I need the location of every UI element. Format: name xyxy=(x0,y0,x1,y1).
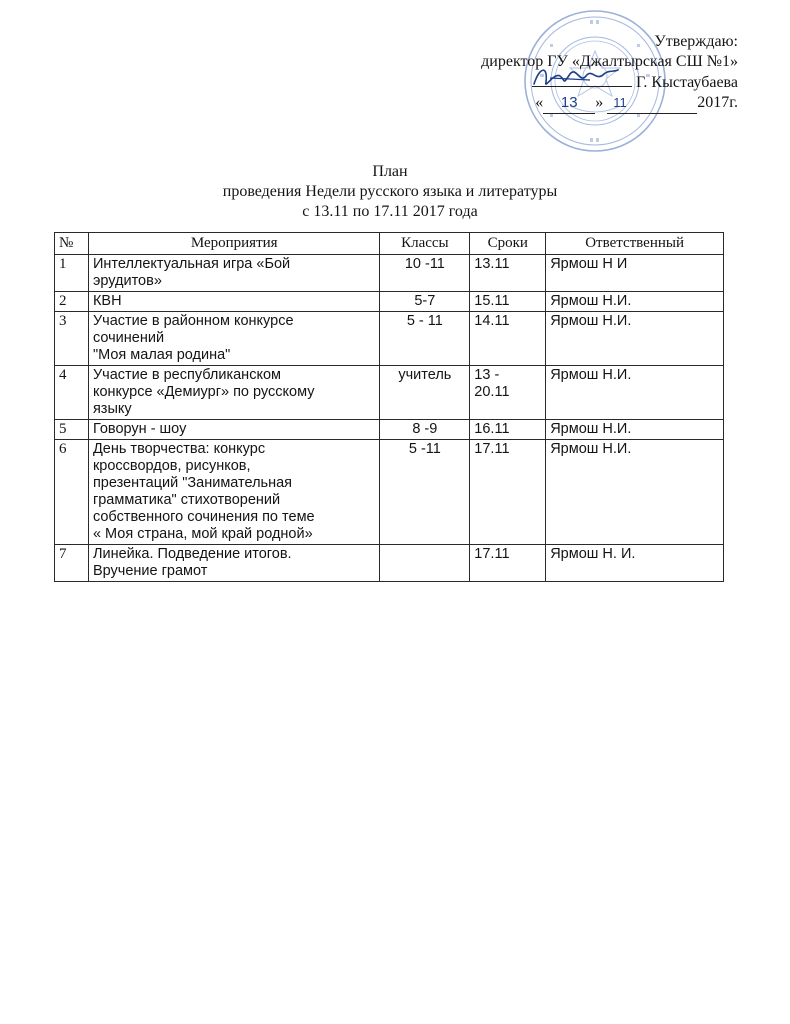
approval-block xyxy=(398,32,738,114)
plan-title-subtitle: проведения Недели русского языка и литературы xyxy=(222,183,558,200)
table-row xyxy=(55,420,724,440)
row-dates: 16.11 xyxy=(470,420,546,440)
table-row xyxy=(55,440,724,545)
row-num: 4 xyxy=(55,366,89,420)
row-responsible: Ярмош Н.И. xyxy=(546,292,724,312)
row-dates: 17.11 xyxy=(470,545,546,582)
table-row xyxy=(55,292,724,312)
approval-director: директор ГУ «Джалтырская СШ №1» xyxy=(481,53,738,70)
approval-date: « 13 » 11 2017г. xyxy=(398,93,738,114)
row-event: Участие в районном конкурсе сочинений "Моя малая родина" xyxy=(88,312,379,366)
row-classes: учитель xyxy=(380,366,470,420)
header-classes: Классы xyxy=(380,233,470,255)
approval-heading: Утверждаю: xyxy=(654,33,738,50)
row-dates: 14.11 xyxy=(470,312,546,366)
row-event: КВН xyxy=(88,292,379,312)
plan-title-dates: с 13.11 по 17.11 2017 года xyxy=(302,203,478,220)
row-num: 3 xyxy=(55,312,89,366)
header-responsible: Ответственный xyxy=(546,233,724,255)
approval-date-day: 13 xyxy=(543,93,595,114)
row-num: 1 xyxy=(55,255,89,292)
row-event: Участие в республиканском конкурсе «Демиург» по русскому языку xyxy=(88,366,379,420)
row-classes: 5 - 11 xyxy=(380,312,470,366)
row-num: 6 xyxy=(55,440,89,545)
row-classes: 5 -11 xyxy=(380,440,470,545)
table-row xyxy=(55,366,724,420)
plan-table xyxy=(54,232,724,582)
row-responsible: Ярмош Н. И. xyxy=(546,545,724,582)
header-event: Мероприятия xyxy=(88,233,379,255)
row-classes xyxy=(380,545,470,582)
table-row xyxy=(55,255,724,292)
header-dates: Сроки xyxy=(470,233,546,255)
approval-date-year: 2017г. xyxy=(697,94,738,111)
approval-director-name: Г. Кыстаубаева xyxy=(635,74,738,91)
row-dates: 13 - 20.11 xyxy=(470,366,546,420)
plan-title-heading: План xyxy=(372,163,408,180)
row-dates: 15.11 xyxy=(470,292,546,312)
row-dates: 17.11 xyxy=(470,440,546,545)
row-responsible: Ярмош Н.И. xyxy=(546,420,724,440)
row-event: Говорун - шоу xyxy=(88,420,379,440)
row-event: Интеллектуальная игра «Бой эрудитов» xyxy=(88,255,379,292)
signature-underline xyxy=(532,72,632,87)
table-row xyxy=(55,312,724,366)
header-num: № xyxy=(55,233,89,255)
approval-date-month: 11 xyxy=(607,93,697,114)
row-responsible: Ярмош Н.И. xyxy=(546,312,724,366)
table-row xyxy=(55,545,724,582)
table-header-row xyxy=(55,233,724,255)
plan-title xyxy=(150,162,630,222)
approval-signature-line xyxy=(398,72,738,93)
row-num: 7 xyxy=(55,545,89,582)
row-event: День творчества: конкурс кроссвордов, рисунков, презентаций "Занимательная грамматика" стихотворений собственного сочинения по теме « Моя страна, мой край родной» xyxy=(88,440,379,545)
row-classes: 5-7 xyxy=(380,292,470,312)
row-event: Линейка. Подведение итогов. Вручение грамот xyxy=(88,545,379,582)
row-classes: 10 -11 xyxy=(380,255,470,292)
row-responsible: Ярмош Н И xyxy=(546,255,724,292)
row-num: 5 xyxy=(55,420,89,440)
row-dates: 13.11 xyxy=(470,255,546,292)
row-responsible: Ярмош Н.И. xyxy=(546,366,724,420)
row-num: 2 xyxy=(55,292,89,312)
row-responsible: Ярмош Н.И. xyxy=(546,440,724,545)
row-classes: 8 -9 xyxy=(380,420,470,440)
